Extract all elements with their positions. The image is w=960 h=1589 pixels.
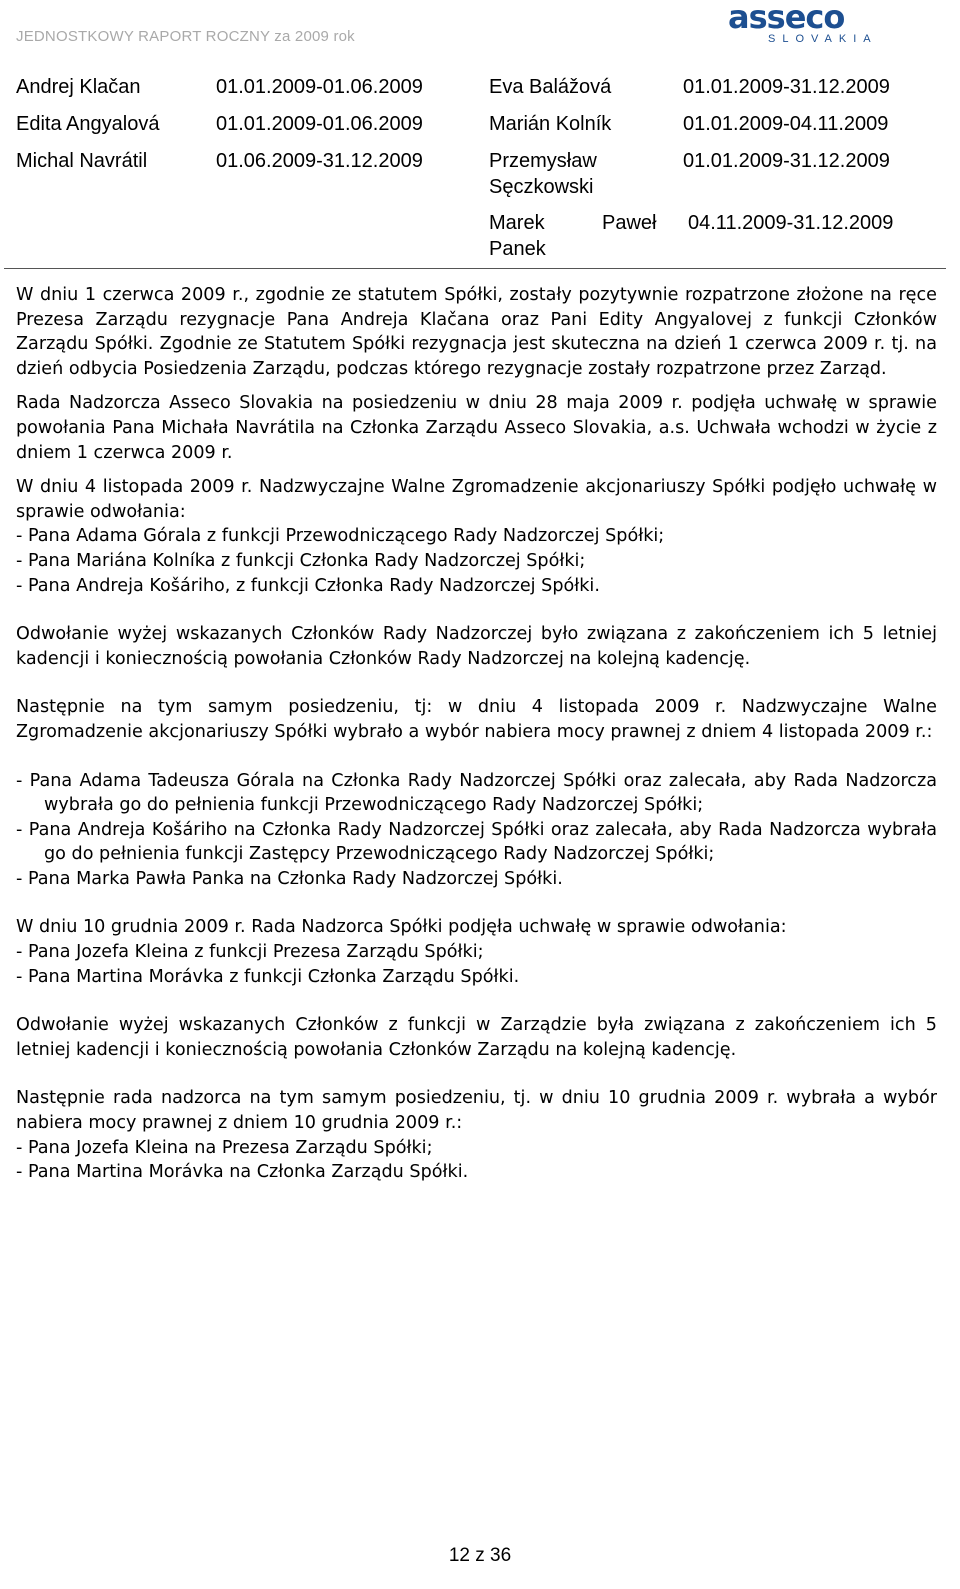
member-period: 01.06.2009-31.12.2009 [216,150,423,172]
paragraph: W dniu 1 czerwca 2009 r., zgodnie ze statutem Spółki, zostały pozytywnie rozpatrzone złożone na ręce Prezesa Zarządu rezygnacje Pana Andreja Klačana oraz Pani Edity Angyalovej z funkcji Członków Zarządu Spółki. Zgodnie ze Statutem Spółki rezygnacja jest skuteczna na dzień 1 czerwca 2009 r. tj. na dzień odbycia Posiedzenia Zarządu, podczas którego rezygnacje zostały rozpatrzone przez Zarząd. [16,285,937,379]
list-item: - Pana Andreja Košáriho na Członka Rady Nadzorczej Spółki oraz zalecała, aby Rada Nadzorcza wybrała go do pełnienia funkcji Zastępcy Przewodniczącego Rady Nadzorczej Spółki; [16,819,937,865]
paragraph: Następnie na tym samym posiedzeniu, tj: w dniu 4 listopada 2009 r. Nadzwyczajne Walne Zgromadzenie akcjonariuszy Spółki wybrało a wybór nabiera mocy prawnej z dniem 4 listopada 2009 r.: [16,697,937,742]
paragraph: Następnie rada nadzorca na tym samym posiedzeniu, tj. w dniu 10 grudnia 2009 r. wybrała a wybór nabiera mocy prawnej z dniem 10 grudnia 2009 r.: [16,1088,937,1134]
asseco-logo [728,2,918,46]
section-divider [4,268,946,269]
paragraph: Rada Nadzorcza Asseco Slovakia na posiedzeniu w dniu 28 maja 2009 r. podjęła uchwałę w sprawie powołania Pana Michała Navrátila na Członka Zarządu Asseco Slovakia, a.s. Uchwała wchodzi w życie z dniem 1 czerwca 2009 r. [16,393,937,463]
member-period: 04.11.2009-31.12.2009 [688,212,894,234]
member-period: 01.01.2009-01.06.2009 [216,113,423,135]
paragraph: Odwołanie wyżej wskazanych Członków z funkcji w Zarządzie była związana z zakończeniem ich 5 letniej kadencji i koniecznością powołania Członków Zarządu na kolejną kadencję. [16,1015,937,1060]
paragraph: Odwołanie wyżej wskazanych Członków Rady Nadzorczej było związana z zakończeniem ich 5 letniej kadencji i koniecznością powołania Członków Rady Nadzorczej na kolejną kadencję. [16,624,937,669]
member-name: Marek Panek [489,212,546,260]
list-item: - Pana Martina Morávka z funkcji Członka Zarządu Spółki. [16,966,520,987]
member-period: 01.01.2009-31.12.2009 [683,76,890,98]
list-item: - Pana Jozefa Kleina z funkcji Prezesa Zarządu Spółki; [16,942,484,963]
member-name: Michal Navrátil [16,150,148,172]
list-item: - Pana Marka Pawła Panka na Członka Rady Nadzorczej Spółki. [16,868,563,889]
member-name: Edita Angyalová [16,113,160,135]
member-name: Przemysław Sęczkowski [489,150,597,198]
member-period: 01.01.2009-04.11.2009 [683,113,889,135]
paragraph: W dniu 4 listopada 2009 r. Nadzwyczajne Walne Zgromadzenie akcjonariuszy Spółki podjęło uchwałę w sprawie odwołania: [16,477,937,522]
list-item: - Pana Mariána Kolníka z funkcji Członka Rady Nadzorczej Spółki; [16,550,586,571]
logo-wordmark: asseco [728,0,845,36]
member-period: 01.01.2009-31.12.2009 [683,150,890,172]
member-name: Eva Balážová [489,76,612,98]
list-item: - Pana Adama Tadeusza Górala na Członka Rady Nadzorczej Spółki oraz zalecała, aby Rada Nadzorcza wybrała go do pełnienia funkcji Przewodniczącego Rady Nadzorczej Spółki; [16,770,937,816]
list-item: - Pana Andreja Košáriho, z funkcji Członka Rady Nadzorczej Spółki. [16,575,600,596]
list-item: - Pana Martina Morávka na Członka Zarządu Spółki. [16,1162,469,1183]
member-name-part: Paweł [602,212,657,234]
list-item: - Pana Jozefa Kleina na Prezesa Zarządu Spółki; [16,1137,433,1158]
document-body [16,283,937,1185]
member-period: 01.01.2009-01.06.2009 [216,76,423,98]
member-name: Andrej Klačan [16,76,141,98]
logo-subtitle: SLOVAKIA [768,33,878,45]
list-item: - Pana Adama Górala z funkcji Przewodniczącego Rady Nadzorczej Spółki; [16,526,665,547]
page-number: 12 z 36 [448,1545,512,1566]
report-header-title: JEDNOSTKOWY RAPORT ROCZNY za 2009 rok [16,28,355,45]
member-name: Marián Kolník [489,113,612,135]
paragraph: W dniu 10 grudnia 2009 r. Rada Nadzorca Spółki podjęła uchwałę w sprawie odwołania: [16,917,787,938]
